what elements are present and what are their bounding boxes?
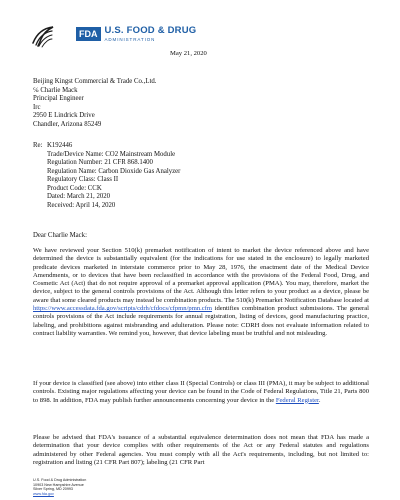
paragraph-substantial-equivalence: We have reviewed your Section 510(k) premarket notification of intent to market the device referenced above and have determined the device is substantially equivalent (for the indications for use stated in the enclosure) to legally marketed predicate devices marketed in interstate commerce prior to May 28, 1976, the enactment date of the Medical Device Amendments, or to devices that have been reclassified in accordance with the provisions of the Federal Food, Drug, and Cosmetic Act (Act) that do not require approval of a premarket approval application (PMA). You may, therefore, market the device, subject to the general controls provisions of the Act. Although this letter refers to your product as a device, please be aware that some cleared products may instead be combination products. The 510(k) Premarket Notification Database located at https://www.accessdata.fda.gov/scripts/cdrh/cfdocs/cfpmn/pmn.cfm identifies combination product submissions. The general controls provisions of the Act include requirements for annual registration, listing of devices, good manufacturing practice, labeling, and prohibitions against misbranding and adulteration. Please note: CDRH does not evaluate information related to contract liability warranties. We remind you, however, that device labeling must be truthful and not misleading. — [33, 247, 369, 337]
recipient-address — [33, 78, 156, 129]
re-line: Regulation Name: Carbon Dioxide Gas Analyzer — [47, 167, 181, 175]
re-line: Received: April 14, 2020 — [47, 201, 116, 209]
hhs-eagle-logo-icon — [30, 23, 56, 49]
re-line: Trade/Device Name: CO2 Mainstream Module — [47, 150, 176, 158]
federal-register-link[interactable]: Federal Register — [275, 396, 319, 404]
recipient-line: Beijing Kingst Commercial & Trade Co.,Ltd. — [33, 78, 157, 85]
fda-badge: FDA — [76, 27, 101, 41]
recipient-line: Chandler, Arizona 85249 — [33, 120, 102, 128]
agency-name: U.S. FOOD & DRUG — [104, 25, 197, 36]
re-line: Regulation Number: 21 CFR 868.1400 — [47, 159, 153, 166]
footer-line: U.S. Food & Drug Administration — [33, 478, 87, 482]
k-number: K192446 — [47, 142, 73, 149]
pmn-database-link[interactable]: https://www.accessdata.fda.gov/scripts/cdrh/cfdocs/cfpmn/pmn.cfm — [33, 305, 213, 313]
paragraph-compliance: Please be advised that FDA's issuance of a substantial equivalence determination does not mean that FDA has made a determination that your device complies with other requirements of the Act or any Federal statutes and regulations administered by other Federal agencies. You must comply with all the Act's requirements, including, but not limited to: registration and listing (21 CFR Part 807); labeling (21 CFR Part — [33, 434, 369, 466]
recipient-line: 2950 E Lindrick Drive — [33, 112, 95, 119]
footer-line: 10903 New Hampshire Avenue — [33, 482, 84, 487]
recipient-line: Principal Engineer — [33, 95, 84, 102]
paragraph-device-classification: If your device is classified (see above) into either class II (Special Controls) or class III (PMA), it may be subject to additional controls. Existing major regulations affecting your device can be found in the Code of Federal Regulations, Title 21, Parts 800 to 898. In addition, FDA may publish further announcements concerning your device in the Federal Register. — [33, 380, 369, 404]
recipient-line: ℅ Charlie Mack — [33, 86, 78, 94]
fda-website-link[interactable]: www.fda.gov — [33, 491, 54, 496]
re-line: Dated: March 21, 2020 — [47, 193, 111, 200]
re-line: Regulatory Class: Class II — [47, 176, 119, 183]
letter-date: May 21, 2020 — [170, 50, 207, 57]
salutation: Dear Charlie Mack: — [33, 232, 87, 239]
recipient-line: Irc — [33, 103, 41, 111]
footer-address — [33, 478, 86, 496]
footer-line: Silver Spring, MD 20993 — [33, 487, 73, 491]
re-line: Product Code: CCK — [47, 184, 102, 192]
re-block — [33, 142, 180, 210]
fda-logo — [76, 26, 196, 42]
re-label: Re: — [33, 142, 43, 149]
agency-subtitle: ADMINISTRATION — [104, 36, 156, 42]
